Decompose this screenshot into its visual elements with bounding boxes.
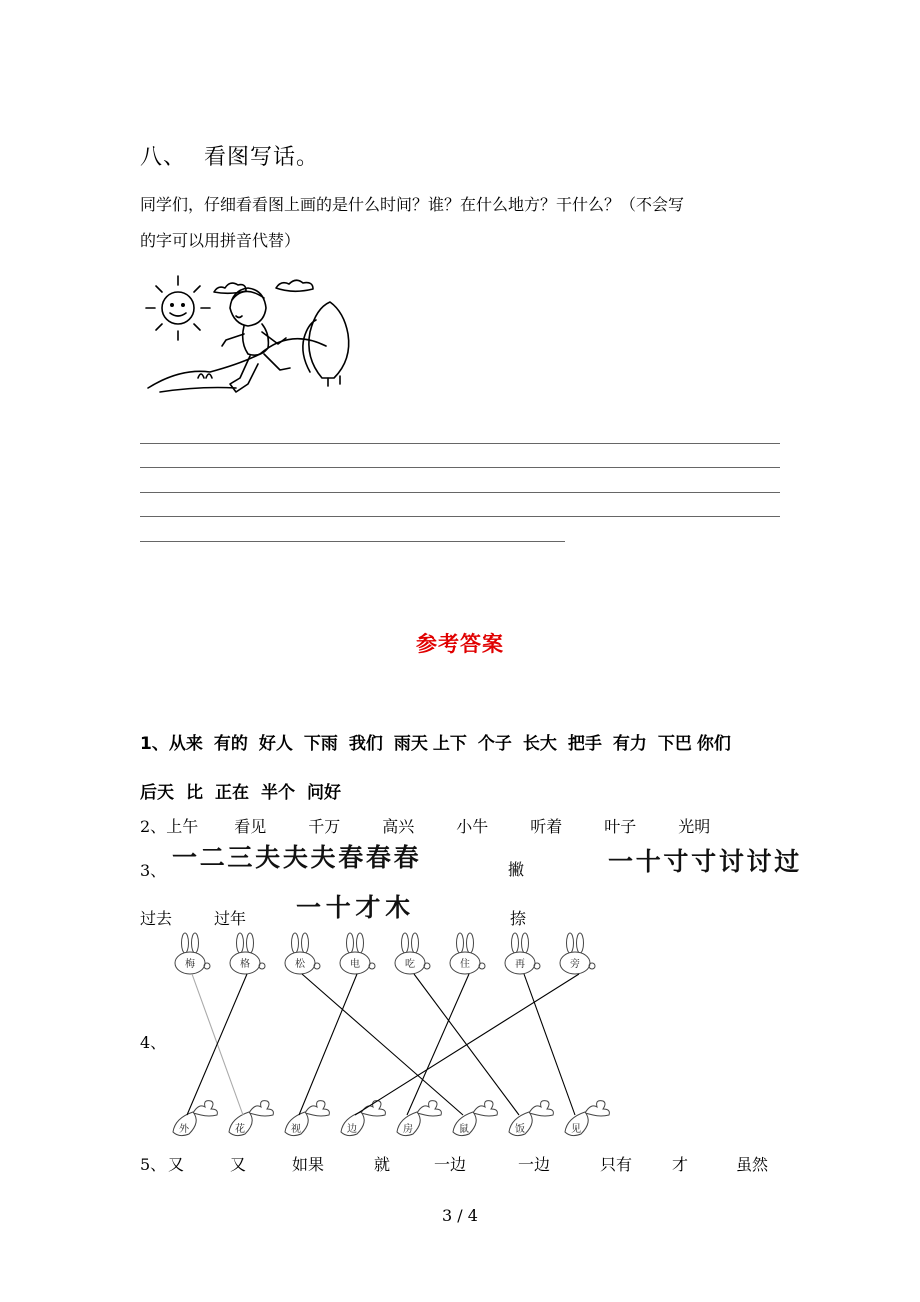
matching-diagram xyxy=(160,930,630,1142)
cloud-icon xyxy=(276,280,313,291)
carrot-icon xyxy=(397,1101,441,1136)
stroke-order-chun: 一 二 三 夫 夫 夫 春 春 春 xyxy=(172,843,416,872)
rabbit-icon xyxy=(560,933,595,974)
answer-word: 后天 xyxy=(140,783,174,803)
section-number: 八、 xyxy=(140,145,187,170)
carrot-label: 边 xyxy=(347,1124,357,1135)
answer-word: 从来 xyxy=(168,734,203,754)
tree-icon xyxy=(309,302,349,378)
answer-word: 又 xyxy=(168,1155,185,1174)
answer-word: 上午 xyxy=(166,817,199,836)
writing-line[interactable] xyxy=(140,492,780,493)
rabbit-icon xyxy=(285,933,320,974)
stroke-name-na: 捺 xyxy=(510,909,527,928)
answer-word: 一边 xyxy=(434,1155,467,1174)
writing-line[interactable] xyxy=(140,541,565,542)
carrot-icon xyxy=(285,1101,329,1136)
rabbit-label: 旁 xyxy=(570,959,580,970)
answer-word: 正在 xyxy=(215,783,249,803)
writing-line[interactable] xyxy=(140,443,780,444)
answer-2-number: 2、 xyxy=(140,817,167,836)
answer-word: 只有 xyxy=(600,1155,633,1174)
answer-1-number: 1、 xyxy=(140,734,169,754)
rabbit-label: 再 xyxy=(515,959,525,970)
stroke-order-mu: 一 十 才 木 xyxy=(296,893,409,922)
match-line xyxy=(524,974,575,1115)
rabbit-icon xyxy=(340,933,375,974)
sun-icon xyxy=(146,276,210,340)
rabbit-icon xyxy=(505,933,540,974)
section-8-title xyxy=(140,140,319,171)
answer-word: 小牛 xyxy=(456,817,489,836)
carrot-label: 花 xyxy=(235,1124,245,1135)
carrot-icon xyxy=(173,1101,217,1136)
match-line xyxy=(407,974,469,1115)
instruction-line-1: 同学们，仔细看看图上画的是什么时间？谁？在什么地方？干什么？（不会写 xyxy=(140,195,685,214)
answer-2 xyxy=(140,814,710,837)
instruction-line-2: 的字可以用拼音代替） xyxy=(140,231,301,250)
answer-word: 看见 xyxy=(234,817,267,836)
answer-1-line-2 xyxy=(140,778,341,803)
answer-word: 就 xyxy=(374,1155,391,1174)
answer-4-number: 4、 xyxy=(140,1033,167,1052)
answer-word: 你们 xyxy=(696,734,731,754)
answer-5-number: 5、 xyxy=(140,1155,167,1174)
rabbit-label: 格 xyxy=(240,959,250,970)
rabbit-icon xyxy=(230,933,265,974)
section-heading: 看图写话。 xyxy=(204,145,320,170)
answer-1-line-1 xyxy=(140,729,731,754)
answer-word: 虽然 xyxy=(736,1155,769,1174)
rabbit-label: 吃 xyxy=(405,959,415,970)
page-number: 3 / 4 xyxy=(442,1206,478,1225)
answer-word: 下巴 xyxy=(657,734,692,754)
match-line xyxy=(302,974,463,1115)
answer-3-number: 3、 xyxy=(140,861,167,880)
answer-5 xyxy=(140,1152,768,1175)
match-line xyxy=(355,974,579,1115)
answer-word: 才 xyxy=(672,1155,689,1174)
rabbit-icon xyxy=(175,933,210,974)
rabbit-label: 住 xyxy=(460,959,470,970)
answer-word: 如果 xyxy=(292,1155,325,1174)
answer-word: 高兴 xyxy=(382,817,415,836)
answer-word: 千万 xyxy=(308,817,341,836)
answer-word: 好人 xyxy=(258,734,293,754)
answer-word: 听着 xyxy=(530,817,563,836)
answer-word: 有力 xyxy=(612,734,647,754)
answer-word: 有的 xyxy=(213,734,248,754)
carrot-label: 见 xyxy=(571,1124,581,1135)
rabbit-icon xyxy=(450,933,485,974)
stroke-order-guo: 一 十 寸 寸 讨 讨 过 xyxy=(608,847,797,876)
carrot-icon xyxy=(509,1101,553,1136)
answer-word: 下雨 xyxy=(303,734,338,754)
answer-word: 叶子 xyxy=(604,817,637,836)
carrot-icon xyxy=(453,1101,497,1136)
answer-word: 个子 xyxy=(477,734,512,754)
answer-word: 又 xyxy=(230,1155,247,1174)
rabbit-label: 松 xyxy=(295,959,305,970)
writing-line[interactable] xyxy=(140,516,780,517)
answer-word: 过去 xyxy=(140,909,173,928)
writing-line[interactable] xyxy=(140,467,780,468)
answer-word: 上下 xyxy=(432,734,467,754)
running-boy-illustration xyxy=(140,268,360,414)
rabbit-icon xyxy=(395,933,430,974)
rabbit-label: 梅 xyxy=(185,959,195,970)
answer-word: 过年 xyxy=(214,909,247,928)
carrot-icon xyxy=(229,1101,273,1136)
carrot-label: 外 xyxy=(179,1124,189,1135)
carrot-label: 视 xyxy=(291,1124,301,1135)
answer-word: 雨天 xyxy=(393,734,428,754)
answer-word: 光明 xyxy=(678,817,711,836)
stroke-name-pie: 撇 xyxy=(508,860,525,879)
answer-word: 问好 xyxy=(307,783,341,803)
answer-word: 一边 xyxy=(518,1155,551,1174)
answer-key-title: 参考答案 xyxy=(416,632,504,656)
carrot-label: 饭 xyxy=(515,1124,525,1135)
rabbit-label: 电 xyxy=(350,959,360,970)
answer-word: 把手 xyxy=(567,734,602,754)
boy-icon xyxy=(222,288,290,392)
carrot-label: 房 xyxy=(403,1124,413,1135)
answer-word: 我们 xyxy=(348,734,383,754)
carrot-icon xyxy=(341,1101,385,1136)
answer-word: 半个 xyxy=(261,783,295,803)
carrot-label: 鼠 xyxy=(459,1124,469,1135)
answer-word: 比 xyxy=(186,783,203,803)
match-line xyxy=(299,974,357,1115)
answer-word: 长大 xyxy=(522,734,557,754)
match-line xyxy=(187,974,247,1115)
